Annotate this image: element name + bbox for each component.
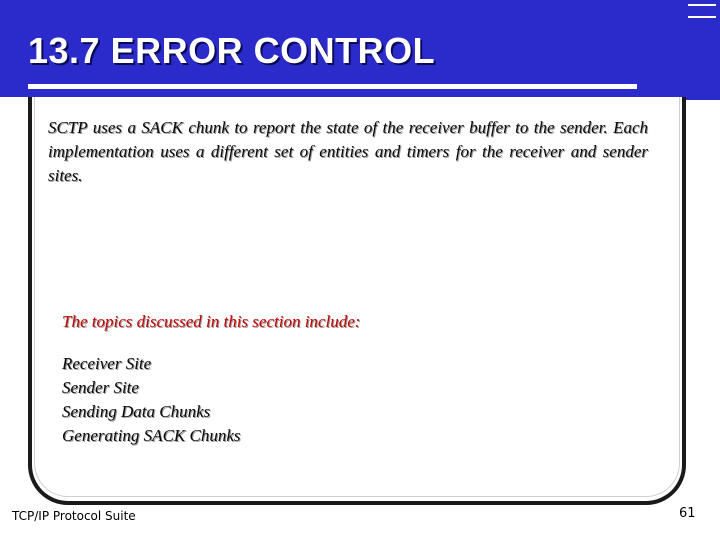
topics-heading: The topics discussed in this section include: bbox=[62, 312, 361, 331]
footer-source: TCP/IP Protocol Suite bbox=[12, 509, 136, 523]
topic-item-generating-sack-chunks: Generating SACK Chunks bbox=[62, 426, 241, 445]
topics-list bbox=[62, 352, 241, 448]
topic-item-sender-site: Sender Site bbox=[62, 378, 139, 397]
topic-item-receiver-site: Receiver Site bbox=[62, 354, 152, 373]
topic-item-sending-data-chunks: Sending Data Chunks bbox=[62, 402, 211, 421]
intro-paragraph: SCTP uses a SACK chunk to report the state of the receiver buffer to the sender. Each implementation uses a different set of entities and timers for the receiver and sender sites. bbox=[48, 118, 648, 185]
page-number: 61 bbox=[679, 506, 696, 521]
slide-title: 13.7 ERROR CONTROL bbox=[28, 30, 436, 71]
title-underline bbox=[28, 84, 637, 89]
corner-notch-decoration bbox=[688, 4, 716, 18]
